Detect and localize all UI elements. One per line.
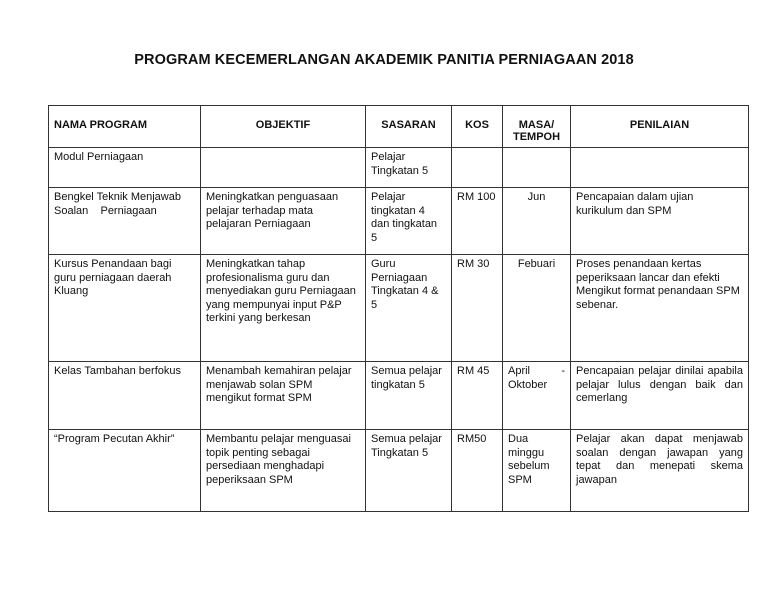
cell-nama: Modul Perniagaan xyxy=(49,148,201,188)
cell-kos: RM 45 xyxy=(452,362,503,430)
cell-kos xyxy=(452,148,503,188)
header-tempoh: TEMPOH xyxy=(512,131,561,143)
cell-penilaian: Pelajar akan dapat menjawab soalan dengan jawapan yang tepat dan menepati skema jawapan xyxy=(571,430,749,512)
cell-sasaran: Pelajar tingkatan 4 dan tingkatan 5 xyxy=(366,188,452,255)
table-row xyxy=(49,255,749,362)
cell-masa: Jun xyxy=(503,188,571,255)
cell-objektif: Meningkatkan tahap profesionalisma guru dan menyediakan guru Perniagaan yang mempunyai input P&P terkini yang berkesan xyxy=(201,255,366,362)
masa-end: Oktober xyxy=(508,378,548,391)
cell-sasaran: Semua pelajar tingkatan 5 xyxy=(366,362,452,430)
cell-penilaian: Pencapaian dalam ujian kurikulum dan SPM xyxy=(571,188,749,255)
cell-penilaian: Proses penandaan kertas peperiksaan lancar dan efekti Mengikut format penandaan SPM sebenar. xyxy=(571,255,749,362)
cell-masa xyxy=(503,362,571,430)
cell-masa: Febuari xyxy=(503,255,571,362)
cell-sasaran: Semua pelajar Tingkatan 5 xyxy=(366,430,452,512)
document-title: PROGRAM KECEMERLANGAN AKADEMIK PANITIA PERNIAGAAN 2018 xyxy=(134,52,634,68)
cell-nama: Kelas Tambahan berfokus xyxy=(49,362,201,430)
header-kos: KOS xyxy=(452,106,503,148)
cell-objektif: Meningkatkan penguasaan pelajar terhadap mata pelajaran Perniagaan xyxy=(201,188,366,255)
header-objektif: OBJEKTIF xyxy=(201,106,366,148)
masa-start: April xyxy=(508,365,531,377)
cell-masa xyxy=(503,148,571,188)
header-penilaian: PENILAIAN xyxy=(571,106,749,148)
cell-penilaian: Pencapaian pelajar dinilai apabila pelajar lulus dengan baik dan cemerlang xyxy=(571,362,749,430)
header-sasaran: SASARAN xyxy=(366,106,452,148)
program-table xyxy=(48,105,749,512)
cell-nama: Bengkel Teknik Menjawab Soalan Perniagaan xyxy=(49,188,201,255)
masa-dash: - xyxy=(561,365,565,377)
cell-kos: RM 100 xyxy=(452,188,503,255)
table-row xyxy=(49,362,749,430)
masa-range xyxy=(508,365,565,379)
cell-objektif: Menambah kemahiran pelajar menjawab solan SPM mengikut format SPM xyxy=(201,362,366,430)
cell-masa: Dua minggu sebelum SPM xyxy=(503,430,571,512)
table-row xyxy=(49,148,749,188)
cell-objektif: Membantu pelajar menguasai topik penting sebagai persediaan menghadapi peperiksaan SPM xyxy=(201,430,366,512)
cell-nama: “Program Pecutan Akhir” xyxy=(49,430,201,512)
cell-kos: RM 30 xyxy=(452,255,503,362)
cell-sasaran: Pelajar Tingkatan 5 xyxy=(366,148,452,188)
cell-nama: Kursus Penandaan bagi guru perniagaan daerah Kluang xyxy=(49,255,201,362)
header-masa: MASA/ xyxy=(518,119,555,131)
cell-sasaran: Guru Perniagaan Tingkatan 4 & 5 xyxy=(366,255,452,362)
table-row xyxy=(49,430,749,512)
table-row xyxy=(49,188,749,255)
cell-kos: RM50 xyxy=(452,430,503,512)
header-masa-tempoh xyxy=(503,106,571,148)
cell-penilaian xyxy=(571,148,749,188)
table-header-row xyxy=(49,106,749,148)
header-nama-program: NAMA PROGRAM xyxy=(49,106,201,148)
cell-objektif xyxy=(201,148,366,188)
